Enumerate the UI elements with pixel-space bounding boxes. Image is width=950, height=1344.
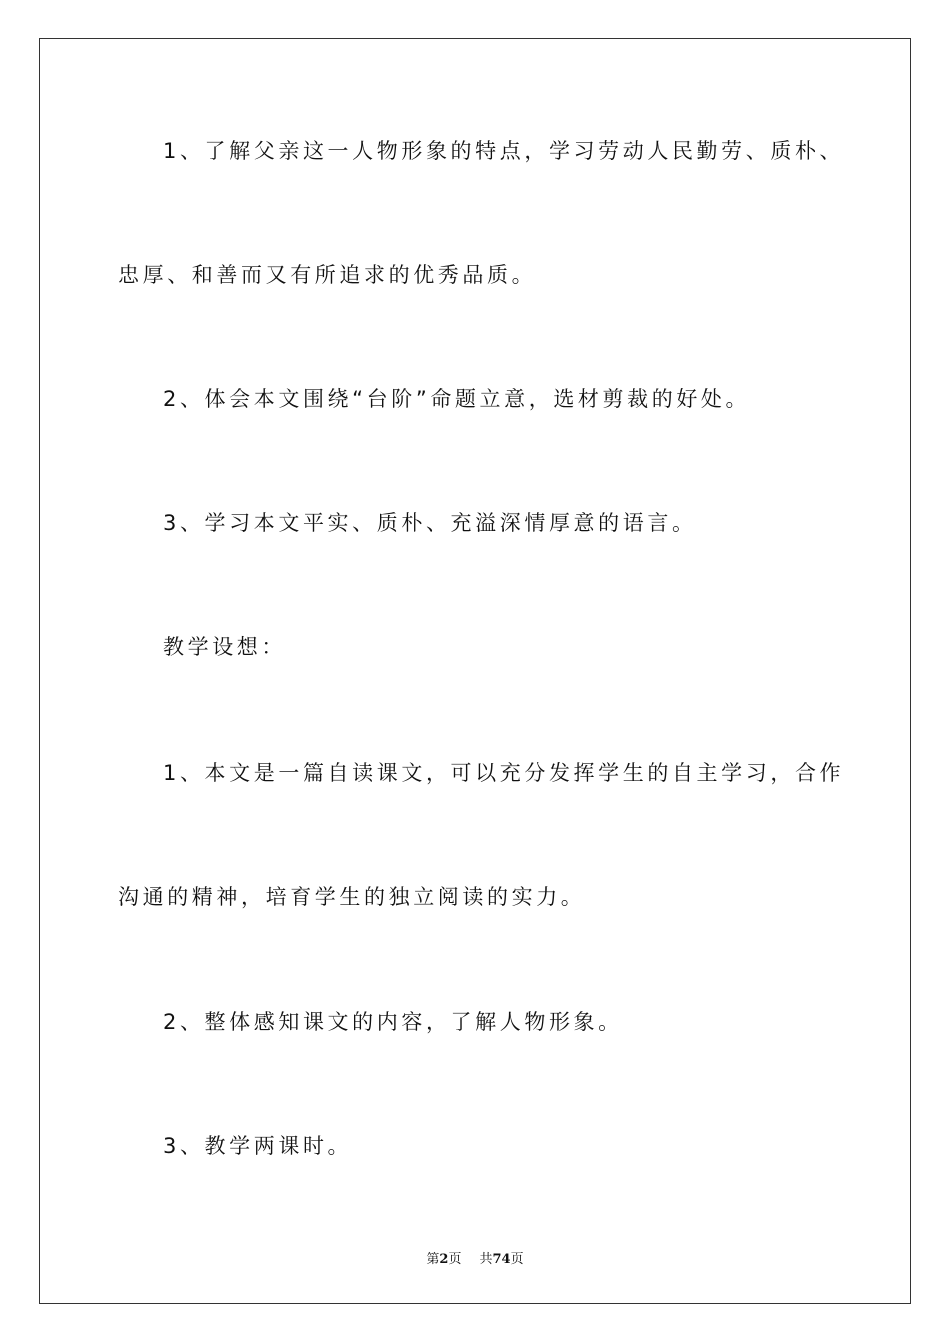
page-prefix: 第 bbox=[426, 1252, 440, 1267]
objective-2: 2、体会本文围绕“台阶”命题立意，选材剪裁的好处。 bbox=[163, 387, 751, 411]
plan-3: 3、教学两课时。 bbox=[163, 1134, 353, 1158]
total-suffix: 页 bbox=[510, 1252, 524, 1267]
plan-1-line-1: 1、本文是一篇自读课文，可以充分发挥学生的自主学习，合作 bbox=[163, 761, 845, 785]
objective-1-line-2: 忠厚、和善而又有所追求的优秀品质。 bbox=[118, 263, 537, 287]
plan-2: 2、整体感知课文的内容，了解人物形象。 bbox=[163, 1010, 623, 1034]
section-heading-teaching-plan: 教学设想： bbox=[163, 635, 286, 659]
objective-1-line-1: 1、了解父亲这一人物形象的特点，学习劳动人民勤劳、质朴、 bbox=[163, 139, 845, 163]
total-pages: 74 bbox=[492, 1252, 511, 1267]
page-frame bbox=[39, 38, 911, 1304]
page-suffix: 页 bbox=[448, 1252, 462, 1267]
page-number: 2 bbox=[439, 1252, 449, 1267]
total-prefix: 共 bbox=[479, 1252, 493, 1267]
page-footer bbox=[0, 1248, 950, 1267]
plan-1-line-2: 沟通的精神，培育学生的独立阅读的实力。 bbox=[118, 885, 586, 909]
objective-3: 3、学习本文平实、质朴、充溢深情厚意的语言。 bbox=[163, 511, 697, 535]
